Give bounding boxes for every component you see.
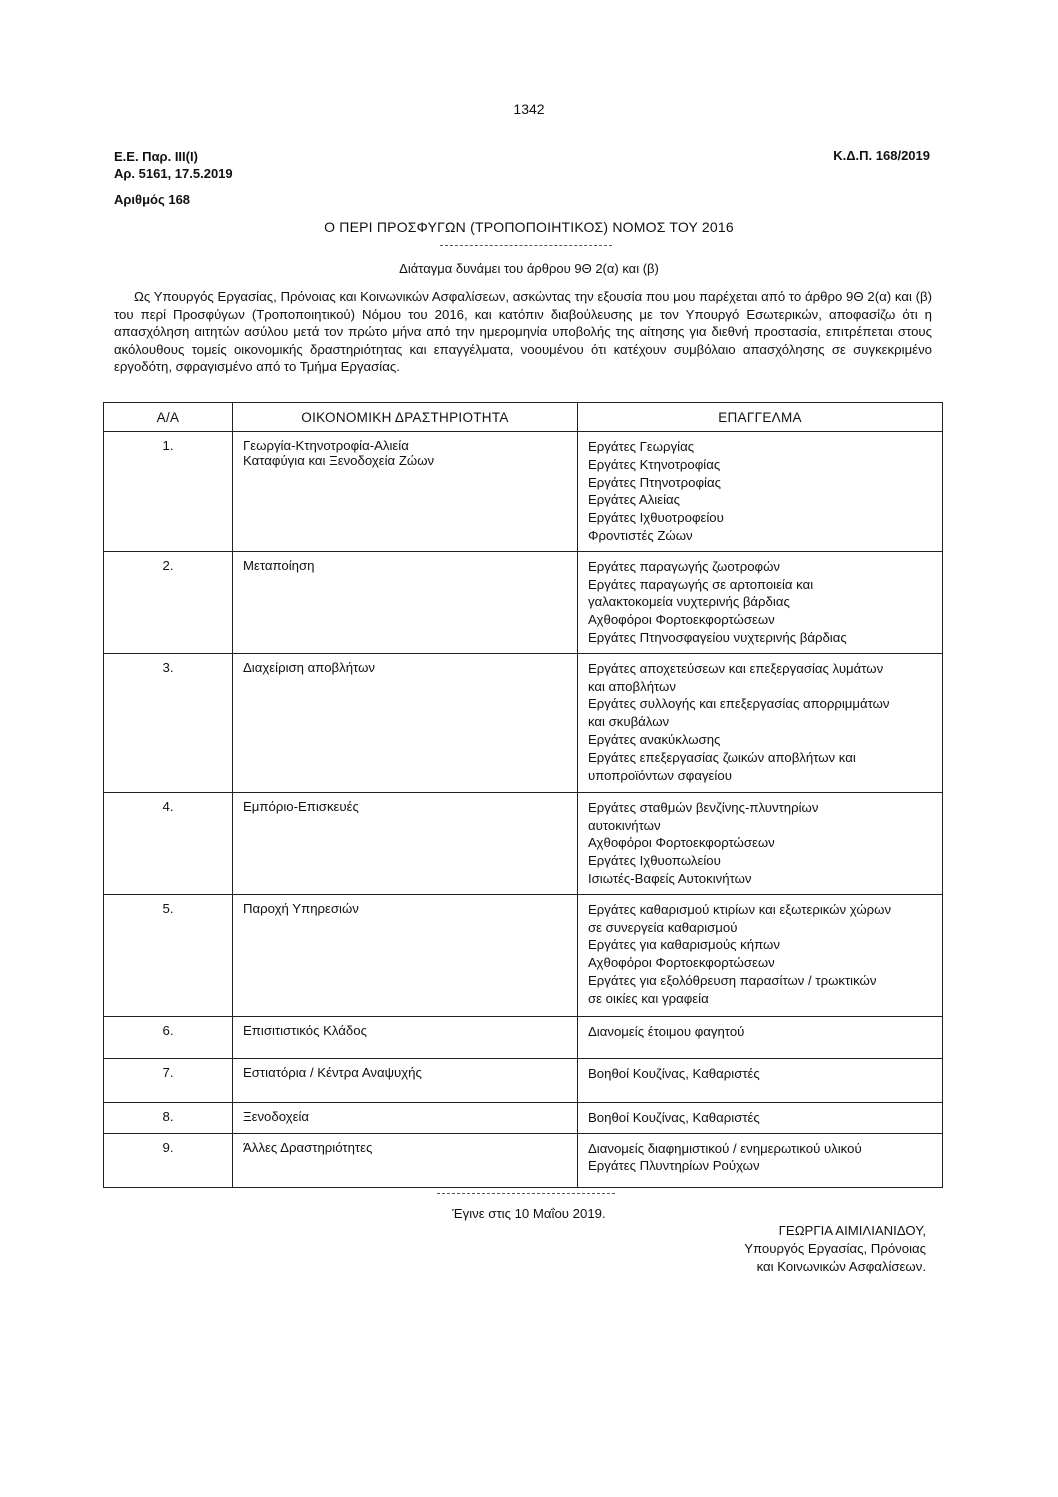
regulation-number: Αριθμός 168	[114, 192, 191, 207]
activity-line: Άλλες Δραστηριότητες	[243, 1139, 373, 1155]
occupation-line: αυτοκινήτων	[588, 817, 661, 833]
row-number: 6.	[104, 1016, 233, 1058]
activity-cell	[233, 551, 578, 653]
occupation-line: σε οικίες και γραφεία	[588, 990, 709, 1006]
activity-line: Εστιατόρια / Κέντρα Αναψυχής	[243, 1064, 422, 1080]
activity-line: Επισιτιστικός Κλάδος	[243, 1022, 367, 1038]
activity-cell	[233, 1102, 578, 1133]
closing-divider	[437, 1193, 615, 1194]
signature-block	[744, 1222, 926, 1276]
occupations-table	[103, 402, 943, 1188]
law-title: Ο ΠΕΡΙ ΠΡΟΣΦΥΓΩΝ (ΤΡΟΠΟΠΟΙΗΤΙΚΟΣ) ΝΟΜΟΣ ΤΟΥ 2016	[324, 219, 734, 235]
occupation-line: Εργάτες παραγωγής σε αρτοποιεία και	[588, 576, 814, 592]
activity-line: Καταφύγια και Ξενοδοχεία Ζώων	[243, 453, 435, 468]
occupation-line: Αχθοφόροι Φορτοεκφορτώσεων	[588, 612, 775, 628]
activity-cell	[233, 792, 578, 894]
occupation-line: γαλακτοκομεία νυχτερινής βάρδιας	[588, 594, 790, 610]
occupation-line: Φροντιστές Ζώων	[588, 527, 693, 543]
occupation-line: και σκυβάλων	[588, 714, 670, 730]
table-row	[104, 1058, 943, 1102]
occupation-line: Διανομείς έτοιμου φαγητού	[588, 1023, 745, 1039]
occupation-line: Εργάτες Πτηνοτροφίας	[588, 474, 721, 490]
occupation-line: Βοηθοί Κουζίνας, Καθαριστές	[588, 1109, 760, 1125]
closing-date: Έγινε στις 10 Μαΐου 2019.	[452, 1206, 606, 1221]
occupation-line: σε συνεργεία καθαρισμού	[588, 919, 738, 935]
occupation-cell	[578, 1016, 943, 1058]
row-number: 9.	[104, 1133, 233, 1187]
occupation-cell	[578, 1102, 943, 1133]
occupation-line: και αποβλήτων	[588, 678, 676, 694]
gazette-reference: Ε.Ε. Παρ. ΙΙΙ(Ι)	[114, 149, 198, 164]
occupation-line: Ισιωτές-Βαφείς Αυτοκινήτων	[588, 870, 752, 886]
occupation-line: Εργάτες για καθαρισμούς κήπων	[588, 937, 780, 953]
occupation-line: Εργάτες αποχετεύσεων και επεξεργασίας λυμάτων	[588, 660, 884, 676]
occupation-line: Αχθοφόροι Φορτοεκφορτώσεων	[588, 835, 775, 851]
signer-name: ΓΕΩΡΓΙΑ ΑΙΜΙΛΙΑΝΙΔΟΥ,	[778, 1223, 926, 1238]
preamble-paragraph: Ως Υπουργός Εργασίας, Πρόνοιας και Κοινωνικών Ασφαλίσεων, ασκώντας την εξουσία που μου παρέχεται από το άρθρο 9Θ 2(α) και (β) του περί Προσφύγων (Τροποποιητικού) Νόμου του 2016, και κατόπιν διαβούλευσης με τον Υπουργό Εσωτερικών, αποφασίζω ότι η απασχόληση αιτητών ασύλου μετά τον πρώτο μήνα από την ημερομηνία υποβολής της αίτησης για διεθνή προστασία, επιτρέπεται στους ακόλουθους τομείς οικονομικής δραστηριότητας και επαγγέλματα, νοουμένου ότι κατέχουν συμβόλαιο απασχόλησης σε συγκεκριμένο εργοδότη, σφραγισμένο από το Τμήμα Εργασίας.	[114, 289, 932, 375]
decree-subtitle: Διάταγμα δυνάμει του άρθρου 9Θ 2(α) και (β)	[399, 261, 659, 276]
occupation-line: Εργάτες Κτηνοτροφίας	[588, 456, 721, 472]
table-row	[104, 1102, 943, 1133]
row-number: 2.	[104, 551, 233, 653]
occupation-cell	[578, 432, 943, 552]
table-row	[104, 1133, 943, 1187]
occupation-line: Αχθοφόροι Φορτοεκφορτώσεων	[588, 955, 775, 971]
row-number: 5.	[104, 894, 233, 1016]
column-header-occupation: ΕΠΑΓΓΕΛΜΑ	[578, 403, 943, 432]
table-row	[104, 894, 943, 1016]
row-number: 8.	[104, 1102, 233, 1133]
occupation-line: Εργάτες Πτηνοσφαγείου νυχτερινής βάρδιας	[588, 629, 847, 645]
occupation-line: Εργάτες Αλιείας	[588, 492, 681, 508]
activity-line: Γεωργία-Κτηνοτροφία-Αλιεία	[243, 438, 409, 453]
signer-title-line1: Υπουργός Εργασίας, Πρόνοιας	[744, 1241, 926, 1256]
table-body	[104, 432, 943, 1188]
occupation-line: Εργάτες Ιχθυοτροφείου	[588, 510, 724, 526]
activity-line: Μεταποίηση	[243, 557, 315, 573]
occupation-line: Εργάτες σταθμών βενζίνης-πλυντηρίων	[588, 799, 819, 815]
column-header-aa: Α/Α	[104, 403, 233, 432]
activity-cell	[233, 1016, 578, 1058]
occupation-cell	[578, 1133, 943, 1187]
table-row	[104, 653, 943, 792]
occupation-line: Εργάτες Ιχθυοπωλείου	[588, 853, 721, 869]
occupation-line: Βοηθοί Κουζίνας, Καθαριστές	[588, 1065, 760, 1081]
table-row	[104, 551, 943, 653]
activity-cell	[233, 894, 578, 1016]
table-row	[104, 432, 943, 552]
occupation-line: υποπροϊόντων σφαγείου	[588, 767, 732, 783]
gazette-header	[114, 148, 233, 182]
signer-title-line2: και Κοινωνικών Ασφαλίσεων.	[756, 1259, 926, 1274]
occupation-line: Διανομείς διαφημιστικού / ενημερωτικού υλικού	[588, 1140, 862, 1156]
row-number: 1.	[104, 432, 233, 552]
activity-cell	[233, 1133, 578, 1187]
occupation-line: Εργάτες επεξεργασίας ζωικών αποβλήτων και	[588, 749, 856, 765]
table-row	[104, 792, 943, 894]
occupation-line: Εργάτες καθαρισμού κτιρίων και εξωτερικών χώρων	[588, 901, 892, 917]
occupation-line: Εργάτες Πλυντηρίων Ρούχων	[588, 1158, 760, 1174]
occupation-line: Εργάτες Γεωργίας	[588, 439, 695, 454]
activity-line: Διαχείριση αποβλήτων	[243, 659, 375, 675]
gazette-issue: Αρ. 5161, 17.5.2019	[114, 166, 233, 181]
occupation-cell	[578, 1058, 943, 1102]
occupation-line: Εργάτες για εξολόθρευση παρασίτων / τρωκτικών	[588, 972, 877, 988]
occupation-line: Εργάτες ανακύκλωσης	[588, 731, 721, 747]
activity-cell	[233, 1058, 578, 1102]
activity-cell	[233, 653, 578, 792]
activity-cell	[233, 432, 578, 552]
occupation-line: Εργάτες συλλογής και επεξεργασίας απορριμμάτων	[588, 696, 890, 712]
row-number: 3.	[104, 653, 233, 792]
column-header-activity: ΟΙΚΟΝΟΜΙΚΗ ΔΡΑΣΤΗΡΙΟΤΗΤΑ	[233, 403, 578, 432]
title-divider	[440, 245, 612, 246]
row-number: 7.	[104, 1058, 233, 1102]
occupation-line: Εργάτες παραγωγής ζωοτροφών	[588, 558, 780, 574]
occupation-cell	[578, 653, 943, 792]
table-row	[104, 1016, 943, 1058]
activity-line: Εμπόριο-Επισκευές	[243, 798, 359, 814]
occupation-cell	[578, 551, 943, 653]
occupation-cell	[578, 792, 943, 894]
table-header-row	[104, 403, 943, 432]
activity-line: Ξενοδοχεία	[243, 1108, 310, 1124]
row-number: 4.	[104, 792, 233, 894]
kdp-reference: Κ.Δ.Π. 168/2019	[833, 148, 930, 163]
activity-line: Παροχή Υπηρεσιών	[243, 900, 359, 916]
page-number: 1342	[513, 101, 545, 117]
occupation-cell	[578, 894, 943, 1016]
